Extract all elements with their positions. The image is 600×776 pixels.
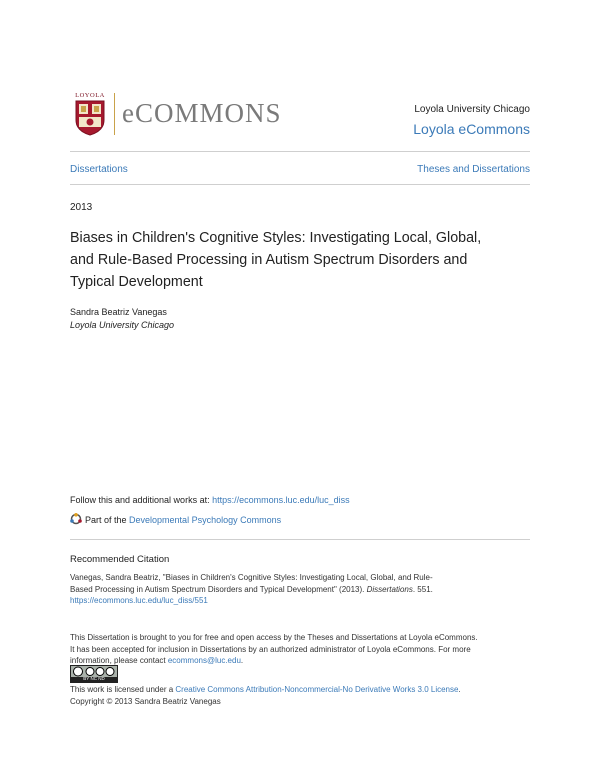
part-of-text: Part of the <box>85 515 130 525</box>
network-icon <box>70 513 82 525</box>
access-notice <box>70 632 540 667</box>
notice-line: This Dissertation is brought to you for free and open access by the Theses and Dissertations at Loyola eCommons. <box>70 633 478 642</box>
cc-license-link[interactable]: Creative Commons Attribution-Noncommercial-No Derivative Works 3.0 License <box>175 685 459 694</box>
copyright-line: Copyright © 2013 Sandra Beatriz Vanegas <box>70 696 221 706</box>
citation-line: Vanegas, Sandra Beatriz, "Biases in Children's Cognitive Styles: Investigating Local, Global, and Rule- <box>70 573 433 582</box>
follow-line <box>70 495 350 505</box>
logo-seal-text: LOYOLA <box>75 92 105 99</box>
contact-email-link[interactable]: ecommons@luc.edu <box>167 656 241 665</box>
collection-url-link[interactable]: https://ecommons.luc.edu/luc_diss <box>212 495 350 505</box>
notice-line <box>70 655 540 667</box>
theses-dissertations-link[interactable]: Theses and Dissertations <box>417 164 530 175</box>
citation-url-link[interactable]: https://ecommons.luc.edu/luc_diss/551 <box>70 596 208 605</box>
logo-divider <box>114 93 115 135</box>
part-of-line <box>70 513 281 525</box>
license-text: This work is licensed under a <box>70 685 176 694</box>
ecommons-logo-text[interactable]: eCOMMONS <box>122 98 282 128</box>
license-line <box>70 684 540 696</box>
citation-heading: Recommended Citation <box>70 554 170 565</box>
nav-rule <box>70 184 530 185</box>
title-line: and Rule-Based Processing in Autism Spectrum Disorders and <box>70 252 468 268</box>
citation-series: Dissertations <box>366 584 413 594</box>
cc-badge-label: BY NC ND <box>83 676 105 681</box>
notice-text: information, please contact <box>70 656 168 665</box>
publication-year: 2013 <box>70 202 93 213</box>
repository-link[interactable]: Loyola eCommons <box>413 121 530 137</box>
notice-line: It has been accepted for inclusion in Dissertations by an authorized administrator of Loyola eCommons. For more <box>70 644 471 654</box>
dissertations-link[interactable]: Dissertations <box>70 164 128 175</box>
author-affiliation: Loyola University Chicago <box>70 320 175 330</box>
document-title <box>70 227 540 293</box>
title-line: Biases in Children's Cognitive Styles: Investigating Local, Global, <box>70 230 482 246</box>
citation-text: Based Processing in Autism Spectrum Disorders and Typical Development" (2013). <box>70 584 367 594</box>
citation-line <box>70 584 540 596</box>
citation-body <box>70 572 540 607</box>
section-rule <box>70 539 530 540</box>
author-name: Sandra Beatriz Vanegas <box>70 307 167 317</box>
notice-period: . <box>240 656 244 665</box>
citation-number: . 551. <box>412 584 433 594</box>
license-notice <box>70 684 540 707</box>
follow-text: Follow this and additional works at: <box>70 495 213 505</box>
loyola-logo[interactable] <box>70 92 110 137</box>
cc-license-badge[interactable] <box>70 665 118 683</box>
loyola-shield-icon <box>75 100 105 136</box>
header-rule <box>70 151 530 152</box>
developmental-psychology-commons-link[interactable]: Developmental Psychology Commons <box>129 515 282 525</box>
title-line: Typical Development <box>70 274 203 290</box>
license-period: . <box>458 685 461 694</box>
university-name: Loyola University Chicago <box>414 104 530 115</box>
